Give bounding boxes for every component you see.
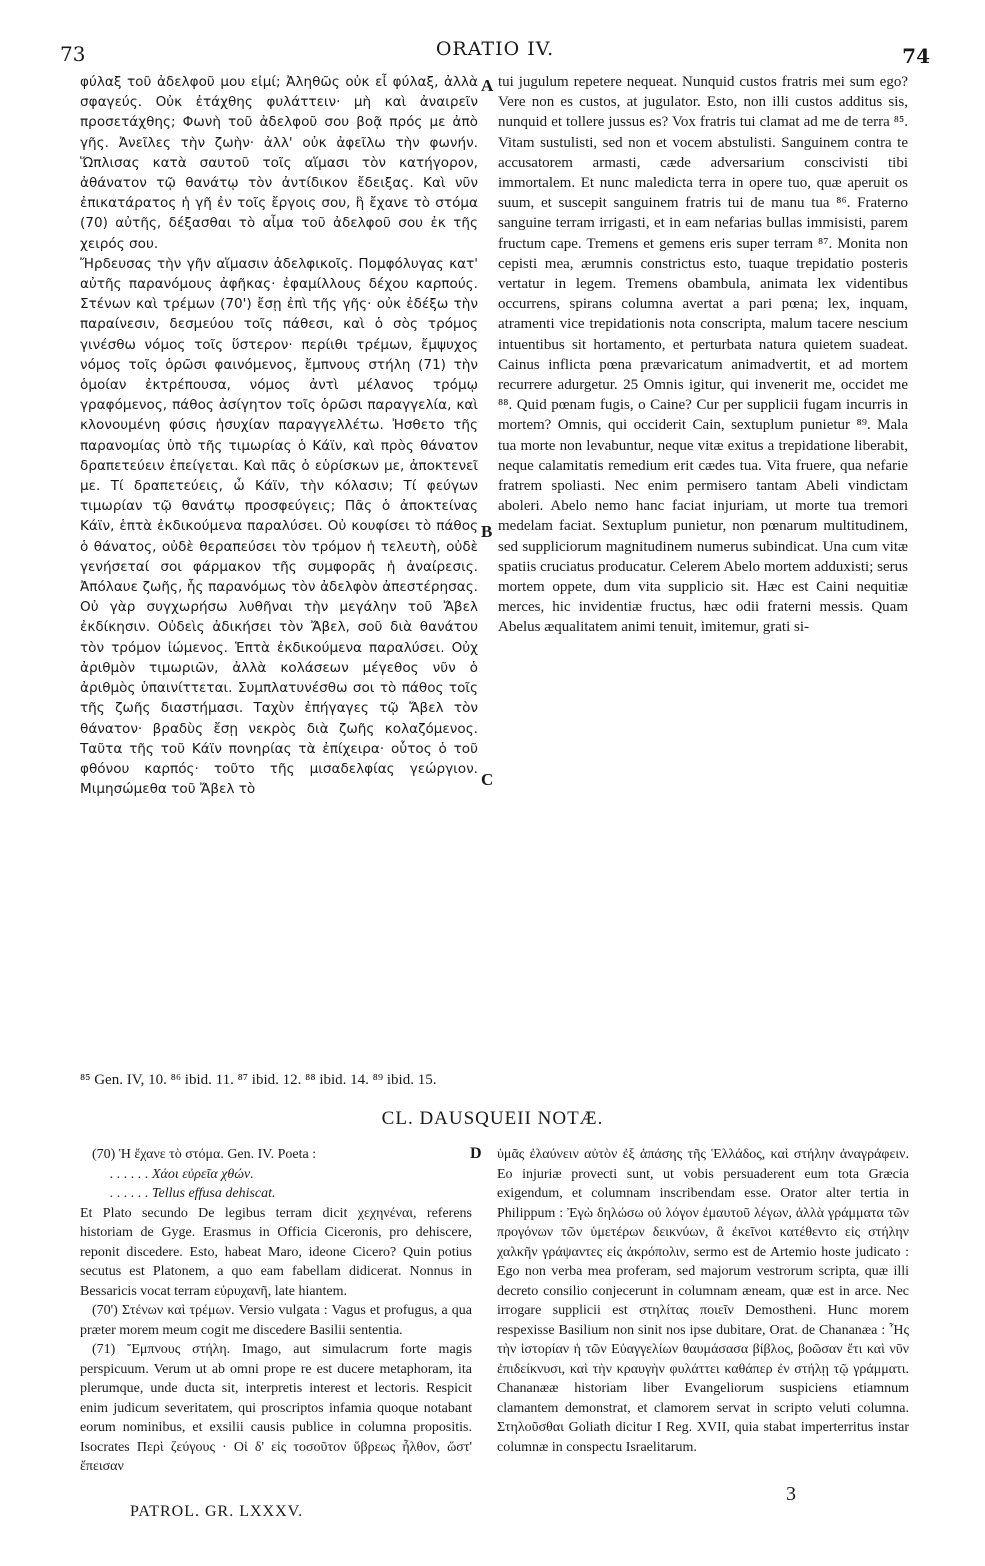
note-70b: (70') Στένων καὶ τρέμων. Versio vulgata : Vagus et profugus, a qua præter morem meum cogit me discedere Basilii sententia. — [80, 1303, 472, 1338]
note-verse: . . . . . . Χάοι εὐρεῖα χθών. — [110, 1166, 254, 1182]
notes-title: CL. DAUSQUEII NOTÆ. — [381, 1108, 604, 1129]
left-page-number: 73 — [60, 42, 86, 66]
note-continuation: ὑμᾶς ἐλαύνειν αὐτὸν ἐξ ἁπάσης τῆς Ἑλλάδος, καὶ στήλην ἀναγράφειν. Eo injuriæ provecti sunt, ut vobis persuaderent eum tota Græcia exigendum, et columnam inscribendam esse. Orator alter tertia in Philippum : Ἐγὼ δηλώσω οὐ λόγον ἐμαυτοῦ λέγων, ἀλλὰ γράμματα τῶν προγόνων τῶν ὑμετέρων δεικνύων, ἃ ἐκεῖνοι κατέθεντο εἰς στήλην χαλκῆν γράψαντες εἰς ἀκρόπολιν, sermo est de Artemio hoste judicato : Ego non verba mea proferam, sed majorum vestrorum scripta, quæ illi decreto consilio conjecerunt in columnam æneam, quæ est in arce. Nec irrogare supplicii est στηλίτας ποιεῖν Demostheni. Hunc morem respexisse Basilium non sinit nos ipse dubitare, Orat. de Chananæa : Ἧς τὴν ἱστορίαν ἡ τῶν Εὐαγγελίων θαυμάσασα βίβλος, βοῶσαν ἔτι καὶ νῦν ἐπιδείκνυσι, καὶ τὴν κραυγὴν φυλάττει καθάπερ ἐν στήλῃ τῷ γράμματι. Chananææ historiam liber Evangeliorum suspiciens etiamnum clamantem demonstrat, et clamorem servat in scripto veluti columna. Στηλοῦσθαι Goliath dicitur I Reg. XVII, quia stabat imperterritus instar columnæ in conspectu Israelitarum. — [497, 1147, 909, 1455]
series-footer: PATROL. GR. LXXXV. — [130, 1503, 304, 1520]
latin-text-column — [498, 72, 908, 638]
scripture-references: ⁸⁵ Gen. IV, 10. ⁸⁶ ibid. 11. ⁸⁷ ibid. 12. ⁸⁸ ibid. 14. ⁸⁹ ibid. 15. — [80, 1072, 437, 1088]
running-header — [60, 38, 930, 68]
notes-left-column — [80, 1145, 472, 1477]
greek-text-column — [80, 72, 478, 799]
right-page-number: 74 — [902, 44, 930, 68]
signature-mark: 3 — [786, 1483, 796, 1505]
notes-right-column — [497, 1145, 909, 1457]
greek-paragraph: φύλαξ τοῦ ἀδελφοῦ μου εἰμί; Ἀληθῶς οὐκ εἶ φύλαξ, ἀλλὰ σφαγεύς. Οὐκ ἐτάχθης φυλάττειν· μὴ καὶ ἀναιρεῖν προσετάχθης; Φωνὴ τοῦ ἀδελφοῦ σου βοᾷ πρός με ἀπὸ γῆς. Ἀνεῖλες τὴν ζωὴν· ἀλλ' οὐκ ἀφεῖλω τὴν φωνήν. Ὥπλισας κατὰ σαυτοῦ τοῖς αἵμασι τὸν κατήγορον, ἀθάνατον τῷ θανάτῳ τὸν ἀντίδικον ἔδειξας. Καὶ νῦν ἐπικατάρατος ἡ γῆ ἐν τοῖς ἔργοις σου, ἣ ἔχανε τὸ στόμα (70) αὐτῆς, δέξασθαι τὸ αἷμα τοῦ ἀδελφοῦ σου ἐκ τῆς χειρός σου. — [80, 74, 478, 252]
note-70-body: Et Plato secundo De legibus terram dicit χεχηνέναι, referens historiam de Gyge. Erasmus in Officia Ciceronis, pro dehiscere, reponit discedere. Esto, habeat Maro, ideone Cicero? Quin potius secutus est Platonem, a quo eam fabellam didicerat. Nonnus in Bessaricis vocat terram εὐρυχανῆ, late hiantem. — [80, 1205, 472, 1299]
margin-marker-c: C — [481, 770, 494, 789]
note-verse: . . . . . . Tellus effusa dehiscat. — [110, 1186, 276, 1201]
note-71: (71) Ἔμπνους στήλη. Imago, aut simulacrum forte magis perspicuum. Verum ut ab omni prope re est ducere metaphoram, ita plerumque, unde ducta sit, interpretis interest et lectoris. Respicit enim judicum severitatem, qui proscriptos infamia quoque notabant eorum nominibus, et exsilii causis publice in columna propositis. Isocrates Περὶ ζεύγους · Οἱ δ' εἰς τοσοῦτον ὕβρεως ἦλθον, ὥστ' ἔπεισαν — [80, 1342, 472, 1474]
latin-paragraph: tui jugulum repetere nequeat. Nunquid custos fratris mei sum ego? Vere non es custos, at jugulator. Esto, non illi custos additus sis, nunquid et tollere jussus es? Vox fratris tui clamat ad me de terra ⁸⁵. Vitam sustulisti, sed non et vocem abstulisti. Sanguinem contra te accusatorem armasti, cæde adversarium conscivisti tibi immortalem. Et nunc maledicta terra in opere tuo, quæ aperuit os suum, et suscepit sanguinem fratris tui de manu tua ⁸⁶. Fraterno sanguine terram irrigasti, et in eam nefarias bullas immisisti, parem fructum cape. Tremens et gemens eris super terram ⁸⁷. Monita non cepisti mea, ærumnis constrictus esto, tuaque trepidatio posteris vertatur in legem. Tremens obambula, animata lex videntibus occurrens, spirans columna avertat a pari pœna; lex, inquam, atramenti vice trepidationis nota conscripta, malum tacere nescium intuentibus sit hortamento, et perturbata natura quietem suadeat. Cainus inflicta pœna prævaricatum animadvertit, et ad mortem recurrere adurgetur. 25 Omnis igitur, qui invenerit me, occidet me ⁸⁸. Quid pœnam fugis, o Caine? Cur per supplicii fugam incurris in mortem? Omnis, qui occiderit Cain, sextuplum punietur ⁸⁹. Mala tua morte non levabuntur, neque vitæ exitus a trepidatione liberabit, neque calamitatis remedium erit cædes tua. Vita fruere, qua nefarie fratrem spoliasti. Nec enim permisero tantam Abeli vindictam aboleri. Abelo nemo hanc faciat injuriam, ut morte tua tremori medelam faciat. Sextuplum punietur, non pœnarum multitudinem, sed suppliciorum magnitudinem numerus subindicat. Una cum vitæ spatiis cruciatus producatur. Celerem Abelo mortem adduxisti; serus mortem oppete, dum vita supplicio sit. Hæc est Caini nequitiæ merces, hic invidentiæ fructus, hæc odii fraterni messis. Quam Abelus æqualitatem animi tenuit, imitemur, grati si- — [498, 74, 908, 636]
running-title: ORATIO IV. — [435, 38, 555, 60]
greek-paragraph: Ἤρδευσας τὴν γῆν αἵμασιν ἀδελφικοῖς. Πομφόλυγας κατ' αὐτῆς παρανόμους ἀφῆκας· ἐφαμίλλους δέχου καρπούς. Στένων καὶ τρέμων (70') ἔσῃ ἐπὶ τῆς γῆς· οὐκ ἐδέξω τὴν παραίνεσιν, δεσμεύου τοῖς πάθεσι, καὶ ὁ σὸς τρόμος γινέσθω νόμος τοῖς ὕστερον· περίιθι τρέμων, ἔμψυχος νόμος τοῖς ὁρῶσι φαινόμενος, ἔμπνους στήλη (71) τὴν ὁμοίαν ἐκτρέπουσα, νόμος ἀντὶ μέλανος τρόμῳ γραφόμενος, πάθος ἀσίγητον τοῖς ὁρῶσι παραγγελία, καὶ κλονουμένη φύσις ἡσυχίαν παραγγελλέτω. Ἠσθετο τῆς παρανομίας ὑπὸ τῆς τιμωρίας ὁ Κάϊν, καὶ πρὸς θάνατον δραπετεύειν ἐπείγεται. Καὶ πᾶς ὁ εὑρίσκων με, ἀποκτενεῖ με. Τί δραπετεύεις, ὦ Κάϊν, τὴν κόλασιν; Τί φεύγων τιμωρίαν τῷ θανάτῳ προσφεύγεις; Πᾶς ὁ ἀποκτείνας Κάϊν, ἑπτὰ ἐκδικούμενα παραλύσει. Οὐ κουφίσει τὸ πάθος ὁ θάνατος, οὐδὲ θεραπεύσει τὸν τρόμον ἡ τελευτὴ, οὐδὲ γενήσεταί σοι φάρμακον τῆς συμφορᾶς ἡ ἀναίρεσις. Ἀπόλαυε ζωῆς, ἧς παρανόμως τὸν ἀδελφὸν ἀπεστέρησας. Οὐ γὰρ συγχωρήσω λυθῆναι τὴν μεγάλην τοῦ Ἄβελ ἐκδίκησιν. Οὐδεὶς ἀδικήσει τὸν Ἄβελ, σοῦ διὰ θανάτου τὸν τρόμον ἰώμενος. Ἑπτὰ ἐκδικούμενα παραλύσει. Οὐχ ἀριθμὸν τιμωριῶν, ἀλλὰ κολάσεων μέγεθος νῦν ὁ ἀριθμὸς ὑπαινίττεται. Συμπλατυνέσθω σοι τὸ πάθος τοῖς τῆς ζωῆς διαστήμασι. Ταχὺν ἐπήγαγες τῷ Ἄβελ τὸν θάνατον· βραδὺς ἔσῃ νεκρὸς διὰ ζωῆς κολαζόμενος. Ταῦτα τῆς τοῦ Κάϊν πονηρίας τὰ ἐπίχειρα· οὗτος ὁ τοῦ φθόνου καρπός· τοῦτο τῆς μισαδελφίας γεώργιον. Μιμησώμεθα τοῦ Ἄβελ τὸ — [80, 255, 478, 798]
margin-marker-d: D — [470, 1145, 482, 1162]
margin-marker-a: A — [481, 76, 494, 95]
note-70-heading: (70) Ἡ ἔχανε τὸ στόμα. Gen. IV. Poeta : — [92, 1147, 317, 1162]
margin-marker-b: B — [481, 522, 493, 541]
